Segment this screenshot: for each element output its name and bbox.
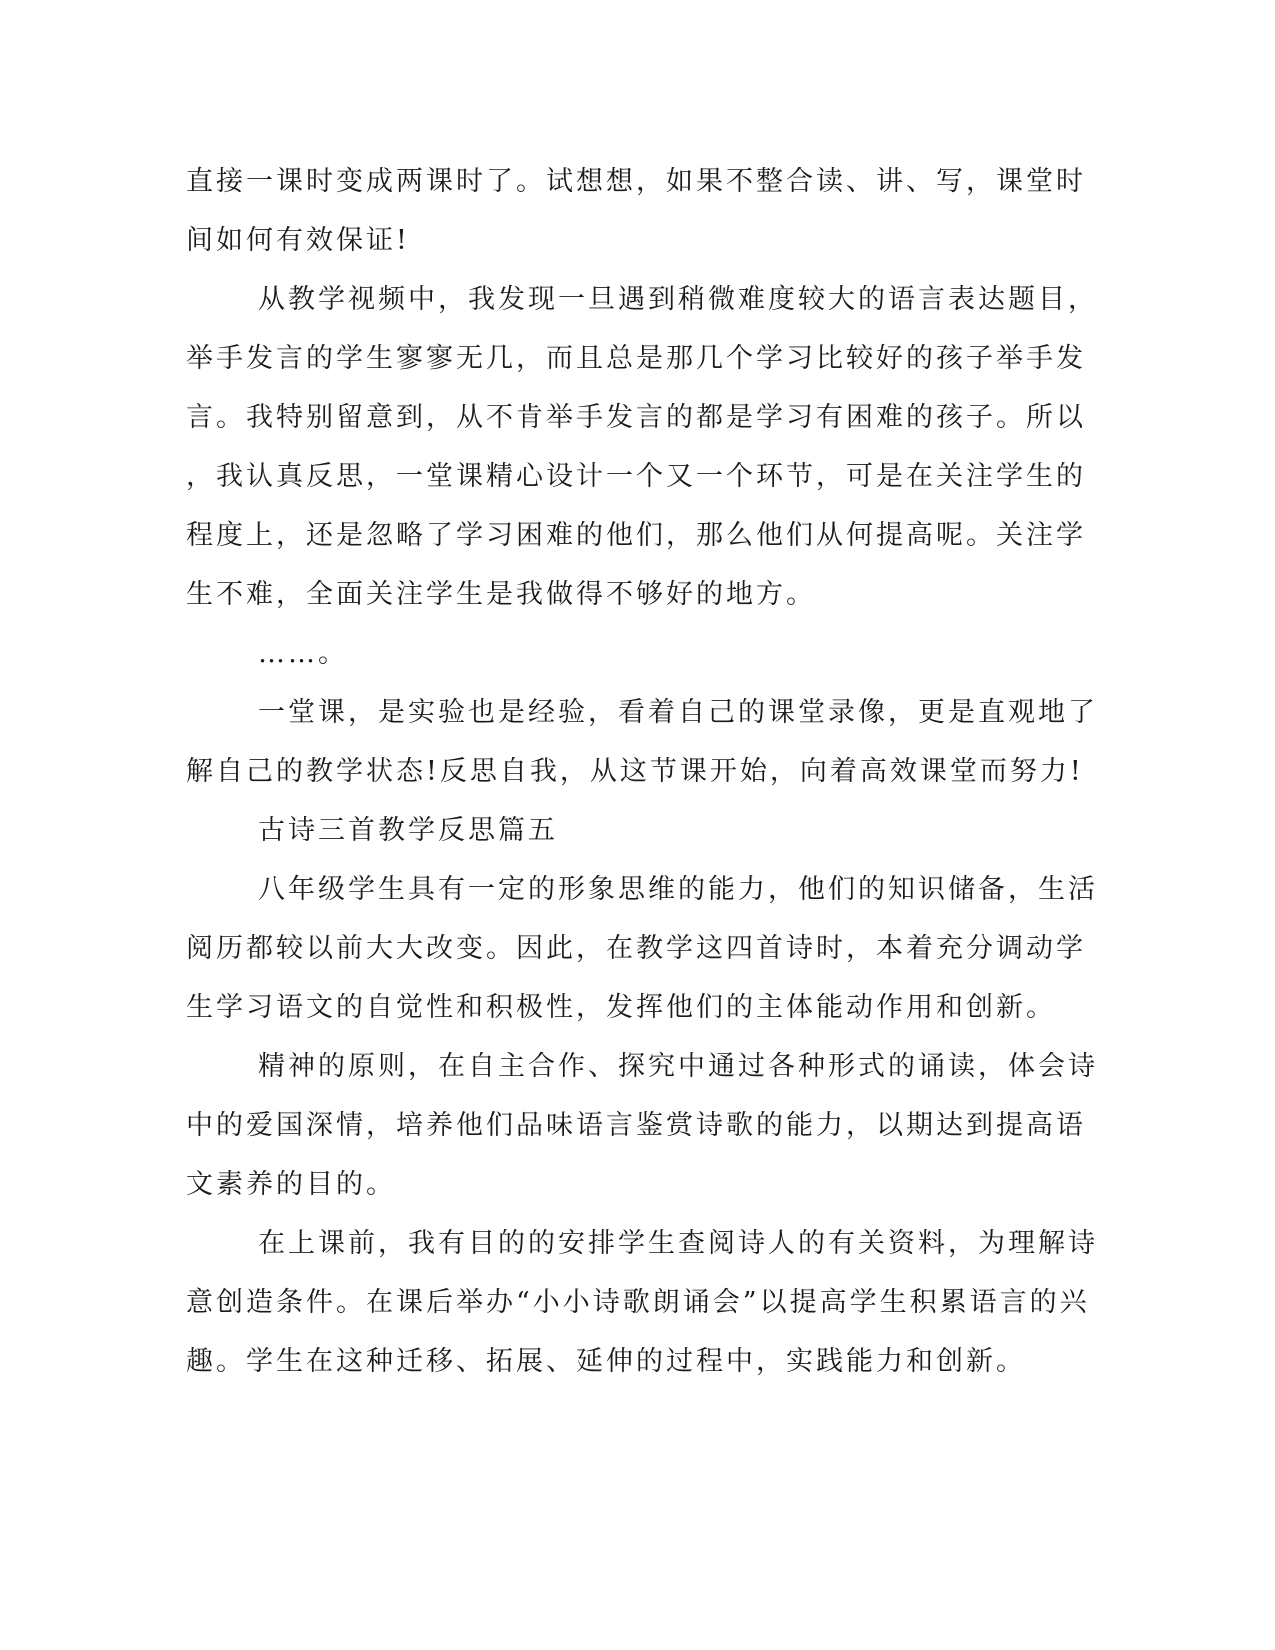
paragraph-first-line: 精神的原则，在自主合作、探究中通过各种形式的诵读，体会诗 (258, 1051, 1098, 1082)
section-heading: 古诗三首教学反思篇五 (258, 815, 558, 846)
text-line: 文素养的目的。 (186, 1169, 396, 1200)
text-line: 解自己的教学状态!反思自我，从这节课开始，向着高效课堂而努力! (186, 756, 1084, 787)
text-line: 趣。学生在这种迁移、拓展、延伸的过程中，实践能力和创新。 (186, 1346, 1026, 1377)
text-line: 意创造条件。在课后举办“小小诗歌朗诵会”以提高学生积累语言的兴 (186, 1287, 1090, 1318)
paragraph-first-line: 从教学视频中，我发现一旦遇到稍微难度较大的语言表达题目， (258, 284, 1098, 315)
text-line: 中的爱国深情，培养他们品味语言鉴赏诗歌的能力，以期达到提高语 (186, 1110, 1086, 1141)
text-line: 生学习语文的自觉性和积极性，发挥他们的主体能动作用和创新。 (186, 992, 1056, 1023)
paragraph-first-line: 一堂课，是实验也是经验，看着自己的课堂录像，更是直观地了 (258, 697, 1098, 728)
paragraph-first-line: 在上课前，我有目的的安排学生查阅诗人的有关资料，为理解诗 (258, 1228, 1098, 1259)
text-line: 程度上，还是忽略了学习困难的他们，那么他们从何提高呢。关注学 (186, 520, 1086, 551)
text-line: 举手发言的学生寥寥无几，而且总是那几个学习比较好的孩子举手发 (186, 343, 1086, 374)
ellipsis-line: ……。 (258, 638, 348, 669)
text-line: ，我认真反思，一堂课精心设计一个又一个环节，可是在关注学生的 (186, 461, 1086, 492)
text-line: 直接一课时变成两课时了。试想想，如果不整合读、讲、写，课堂时 (186, 166, 1086, 197)
text-line: 生不难，全面关注学生是我做得不够好的地方。 (186, 579, 816, 610)
text-line: 间如何有效保证! (186, 225, 410, 256)
text-line: 言。我特别留意到，从不肯举手发言的都是学习有困难的孩子。所以 (186, 402, 1086, 433)
paragraph-first-line: 八年级学生具有一定的形象思维的能力，他们的知识储备，生活 (258, 874, 1098, 905)
text-line: 阅历都较以前大大改变。因此，在教学这四首诗时，本着充分调动学 (186, 933, 1086, 964)
